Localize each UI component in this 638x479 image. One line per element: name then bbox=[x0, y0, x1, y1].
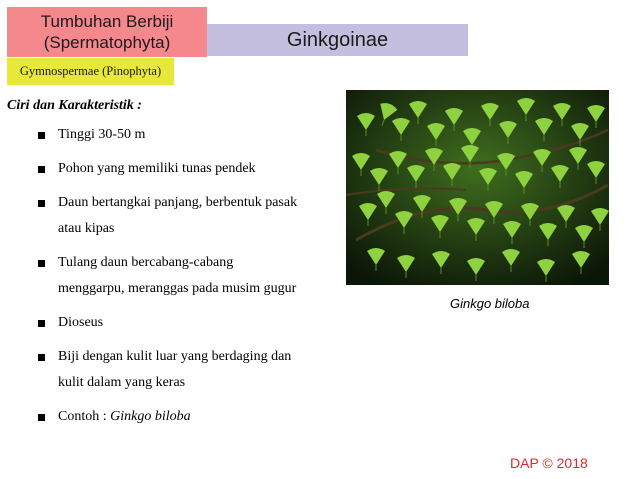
list-item bbox=[38, 190, 298, 242]
square-bullet-icon bbox=[38, 354, 45, 361]
title-line-1: Tumbuhan Berbiji bbox=[40, 12, 174, 31]
list-item bbox=[38, 250, 298, 302]
list-item bbox=[38, 310, 298, 336]
square-bullet-icon bbox=[38, 320, 45, 327]
division-label: Gymnospermae (Pinophyta) bbox=[7, 58, 174, 85]
list-item-text: Daun bertangkai panjang, berbentuk pasak atau kipas bbox=[58, 195, 298, 236]
list-item bbox=[38, 404, 298, 430]
title-box bbox=[7, 7, 207, 57]
example-prefix: Contoh : bbox=[58, 409, 111, 424]
list-item-text: Tulang daun bercabang-cabang menggarpu, meranggas pada musim gugur bbox=[58, 255, 297, 296]
characteristics-list bbox=[38, 122, 298, 438]
copyright-text: DAP © 2018 bbox=[510, 455, 588, 471]
list-item-text: Biji dengan kulit luar yang berdaging dan kulit dalam yang keras bbox=[58, 349, 292, 390]
list-item bbox=[38, 156, 298, 182]
topic-title: Ginkgoinae bbox=[207, 24, 468, 56]
section-heading: Ciri dan Karakteristik : bbox=[7, 98, 142, 113]
list-item-text: Tinggi 30-50 m bbox=[58, 127, 146, 142]
figure-caption: Ginkgo biloba bbox=[450, 296, 530, 311]
title-line-2: (Spermatophyta) bbox=[43, 33, 171, 52]
list-item bbox=[38, 344, 298, 396]
example-species: Ginkgo biloba bbox=[110, 409, 191, 424]
square-bullet-icon bbox=[38, 132, 45, 139]
list-item-text: Dioseus bbox=[58, 315, 104, 330]
square-bullet-icon bbox=[38, 260, 45, 267]
square-bullet-icon bbox=[38, 200, 45, 207]
square-bullet-icon bbox=[38, 414, 45, 421]
ginkgo-leaves-illustration bbox=[346, 90, 609, 285]
ginkgo-photo bbox=[346, 90, 609, 285]
list-item-text: Pohon yang memiliki tunas pendek bbox=[58, 161, 256, 176]
square-bullet-icon bbox=[38, 166, 45, 173]
list-item bbox=[38, 122, 298, 148]
